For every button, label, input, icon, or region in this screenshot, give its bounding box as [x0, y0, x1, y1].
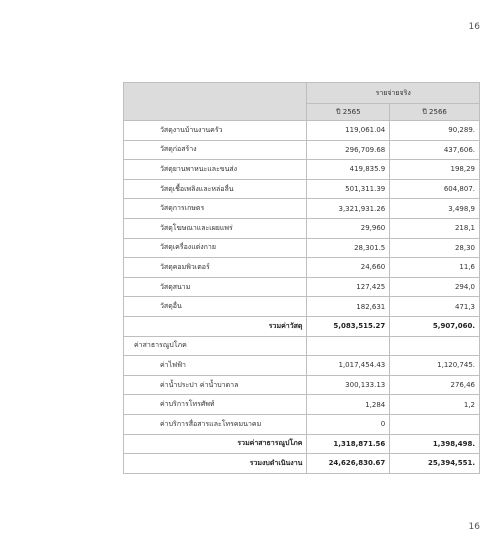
- table-row: [124, 414, 480, 434]
- item-label: วัสดุคอมพิวเตอร์: [124, 258, 307, 278]
- item-label: วัสดุการเกษตร: [124, 199, 307, 219]
- table-row: [124, 179, 480, 199]
- value-2566: 276,46: [390, 375, 480, 395]
- item-label: วัสดุงานบ้านงานครัว: [124, 121, 307, 141]
- value-2565: 0: [307, 414, 390, 434]
- value-2566: 90,289.: [390, 121, 480, 141]
- value-2566: 3,498,9: [390, 199, 480, 219]
- item-label: วัสดุอื่น: [124, 297, 307, 317]
- value-2565: 29,960: [307, 218, 390, 238]
- value-2566: 11,6: [390, 258, 480, 278]
- item-label: วัสดุเชื้อเพลิงและหล่อลื่น: [124, 179, 307, 199]
- value-2566: [390, 414, 480, 434]
- empty-cell: [390, 336, 480, 356]
- operating-total-2566: 25,394,551.: [390, 454, 480, 474]
- materials-total-label: รวมค่าวัสดุ: [124, 316, 307, 336]
- table-row: [124, 258, 480, 278]
- table-row: [124, 121, 480, 141]
- value-2566: 198,29: [390, 160, 480, 180]
- page-number-top: 16: [468, 22, 480, 32]
- utilities-total-row: [124, 434, 480, 454]
- value-2566: 1,2: [390, 395, 480, 415]
- value-2566: 471,3: [390, 297, 480, 317]
- value-2565: 28,301.5: [307, 238, 390, 258]
- value-2565: 3,321,931.26: [307, 199, 390, 219]
- value-2565: 119,061.04: [307, 121, 390, 141]
- item-label: ค่าน้ำประปา ค่าน้ำบาดาล: [124, 375, 307, 395]
- value-2566: 1,120,745.: [390, 356, 480, 376]
- materials-total-row: [124, 316, 480, 336]
- operating-total-row: [124, 454, 480, 474]
- item-label: ค่าไฟฟ้า: [124, 356, 307, 376]
- value-2566: 437,606.: [390, 140, 480, 160]
- table-row: [124, 395, 480, 415]
- table-row: [124, 297, 480, 317]
- item-column-header: [124, 83, 307, 121]
- value-2565: 1,017,454.43: [307, 356, 390, 376]
- item-label: วัสดุก่อสร้าง: [124, 140, 307, 160]
- operating-total-2565: 24,626,830.67: [307, 454, 390, 474]
- value-2565: 182,631: [307, 297, 390, 317]
- table-row: [124, 277, 480, 297]
- table-row: [124, 218, 480, 238]
- utilities-total-2565: 1,318,871.56: [307, 434, 390, 454]
- value-2566: 218,1: [390, 218, 480, 238]
- table-row: [124, 160, 480, 180]
- table-row: [124, 199, 480, 219]
- operating-total-label: รวมงบดำเนินงาน: [124, 454, 307, 474]
- value-2566: 294,0: [390, 277, 480, 297]
- item-label: วัสดุเครื่องแต่งกาย: [124, 238, 307, 258]
- table-row: [124, 375, 480, 395]
- table-row: [124, 238, 480, 258]
- table-body: [124, 121, 480, 474]
- value-2565: 1,284: [307, 395, 390, 415]
- utilities-total-label: รวมค่าสาธารณูปโภค: [124, 434, 307, 454]
- value-2565: 127,425: [307, 277, 390, 297]
- value-2565: 300,133.13: [307, 375, 390, 395]
- year-2566-header: ปี 2566: [390, 104, 480, 121]
- item-label: ค่าบริการโทรศัพท์: [124, 395, 307, 415]
- value-2565: 296,709.68: [307, 140, 390, 160]
- value-2565: 24,660: [307, 258, 390, 278]
- materials-total-2565: 5,083,515.27: [307, 316, 390, 336]
- empty-cell: [307, 336, 390, 356]
- page-number-bottom: 16: [468, 522, 480, 532]
- item-label: วัสดุยานพาหนะและขนส่ง: [124, 160, 307, 180]
- value-2565: 501,311.39: [307, 179, 390, 199]
- value-2566: 28,30: [390, 238, 480, 258]
- actual-expense-header: รายจ่ายจริง: [307, 83, 480, 104]
- utilities-heading-row: [124, 336, 480, 356]
- item-label: วัสดุโฆษณาและเผยแพร่: [124, 218, 307, 238]
- table-row: [124, 356, 480, 376]
- table-row: [124, 140, 480, 160]
- item-label: วัสดุสนาม: [124, 277, 307, 297]
- item-label: ค่าบริการสื่อสารและโทรคมนาคม: [124, 414, 307, 434]
- year-2565-header: ปี 2565: [307, 104, 390, 121]
- utilities-heading: ค่าสาธารณูปโภค: [124, 336, 307, 356]
- value-2565: 419,835.9: [307, 160, 390, 180]
- utilities-total-2566: 1,398,498.: [390, 434, 480, 454]
- expense-table: [123, 82, 480, 474]
- value-2566: 604,807.: [390, 179, 480, 199]
- materials-total-2566: 5,907,060.: [390, 316, 480, 336]
